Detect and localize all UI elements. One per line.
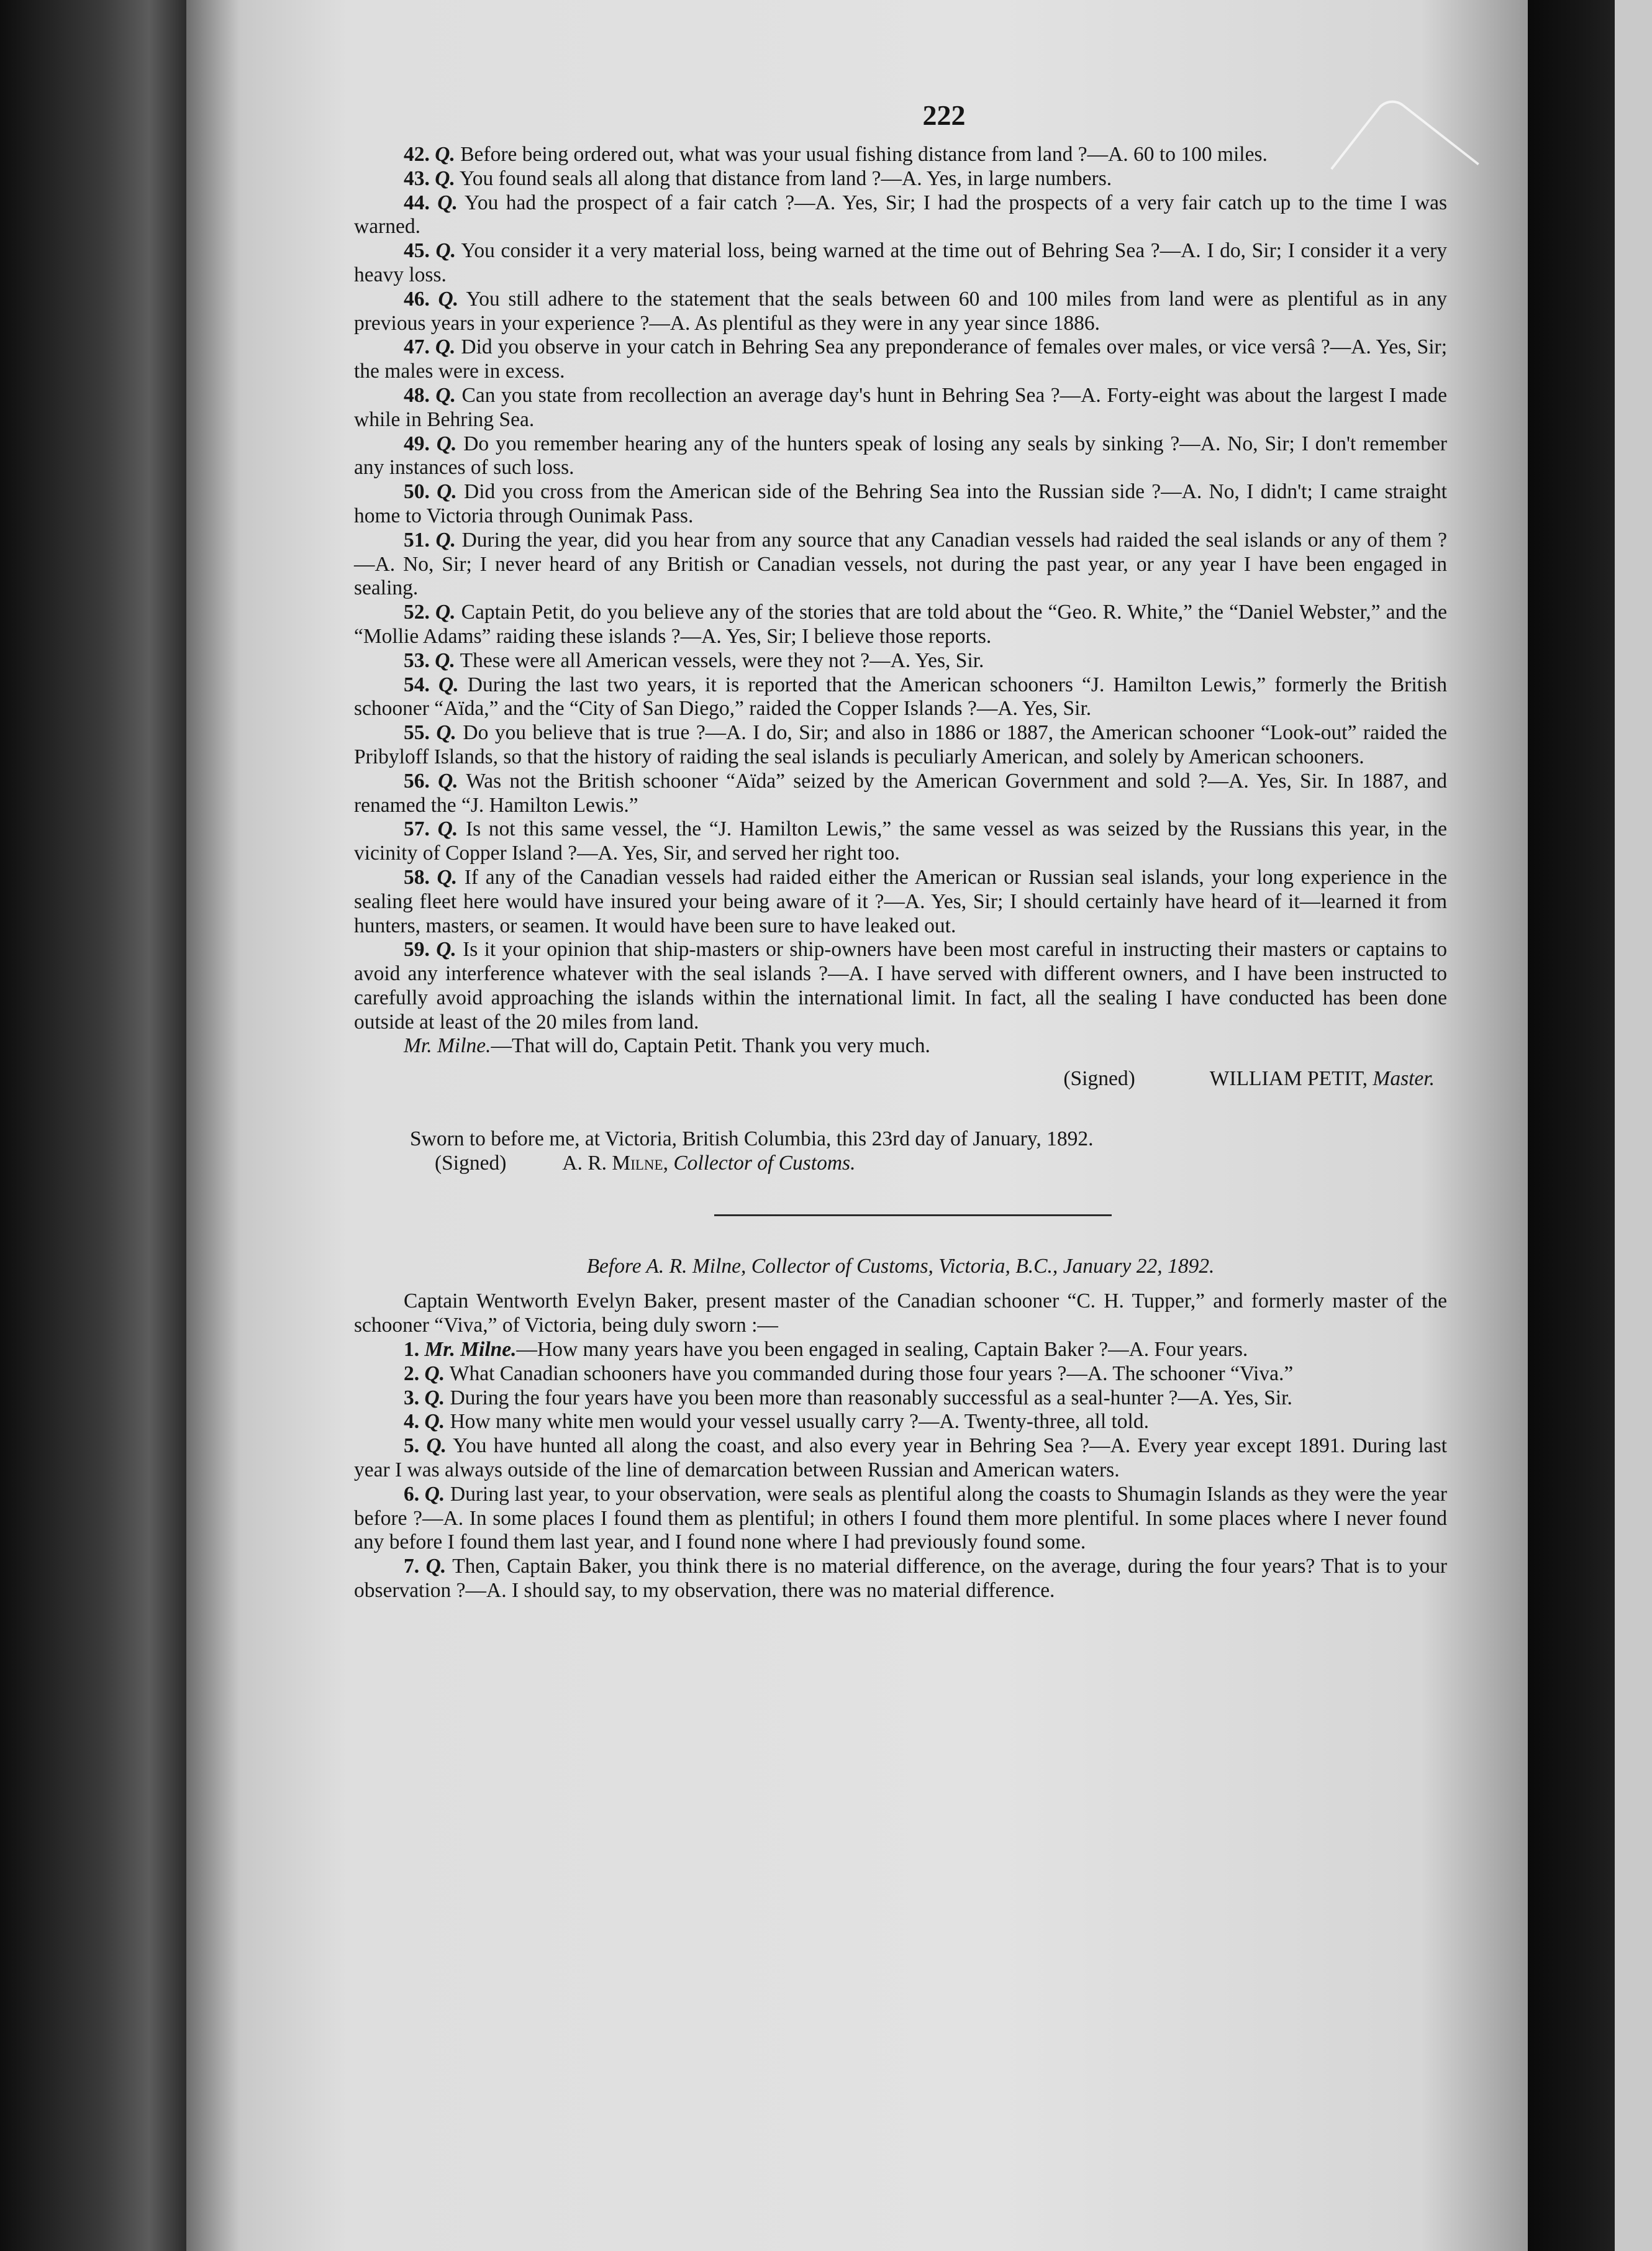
qa-text: Captain Petit, do you believe any of the stories that are told about the “Geo. R. White,” the “Daniel Webster,” and the “Mollie Adams” raiding these islands ?—A. Yes, Sir; I believe those reports. [354,601,1448,648]
witness-intro: Captain Wentworth Evelyn Baker, present master of the Canadian schooner “C. H. Tupper,” and formerly master of the schooner “Viva,” of Victoria, being duly sworn :— [354,1289,1447,1337]
qa-number: 51. [404,528,430,552]
qa-text: Then, Captain Baker, you think there is no material difference, on the average, during the four years? That is to your observation ?—A. I should say, to my observation, there was no material difference. [354,1555,1447,1603]
qa-question-marker: Q. [426,1434,447,1458]
qa-question-marker: Q. [424,1482,445,1506]
closing-remark [354,1034,1447,1058]
qa-number: 2. [404,1362,420,1385]
qa-number: 57. [404,817,430,841]
qa-text: You still adhere to the statement that the seals between 60 and 100 miles from land were as plentiful as in any previous years in your experience ?—A. As plentiful as they were in any year since 1886. [354,287,1447,335]
qa-question-marker: Q. [437,865,458,889]
qa-number: 46. [404,287,430,311]
section-heading: Before A. R. Milne, Collector of Customs, Victoria, B.C., January 22, 1892. [586,1254,1215,1278]
qa-text: Did you observe in your catch in Behring Sea any preponderance of females over males, or vice versâ ?—A. Yes, Sir; the males were in excess. [354,335,1448,383]
qa-item [354,1338,1447,1362]
qa-question-marker: Q. [435,528,456,552]
qa-text: During the last two years, it is reported that the American schooners “J. Hamilton Lewis,” formerly the British schooner “Aïda,” and the “City of San Diego,” raided the Copper Islands ?—A. Yes, Sir. [354,673,1448,721]
qa-text: During the four years have you been more than reasonably successful as a seal-hunter ?—A. Yes, Sir. [450,1386,1292,1409]
qa-question-marker: Q. [435,383,456,407]
qa-text: Before being ordered out, what was your usual fishing distance from land ?—A. 60 to 100 miles. [460,143,1268,166]
qa-text: During last year, to your observation, were seals as plentiful along the coasts to Shumagin Islands as they were the year before ?—A. In some places I found them as plentiful; in others I found them more plentiful. In some places where I never found any before I found them last year, and I found none where I had previously found some. [354,1482,1448,1554]
qa-text: Is not this same vessel, the “J. Hamilton Lewis,” the same vessel as was seized by the Russians this year, in the vicinity of Copper Island ?—A. Yes, Sir, and served her right too. [354,817,1447,865]
qa-number: 47. [404,335,430,359]
qa-item [354,167,1447,191]
sworn-signed-label: (Signed) [435,1151,507,1175]
qa-text: Was not the British schooner “Aïda” seized by the American Government and sold ?—A. Yes, Sir. In 1887, and renamed the “J. Hamilton Lewis.” [354,769,1448,817]
book-gutter-left [0,0,186,2251]
qa-question-marker: Q. [435,648,455,672]
qa-item [354,601,1447,649]
qa-number: 48. [404,383,430,407]
qa-item [354,1362,1447,1386]
qa-item [354,335,1447,384]
qa-text: During the year, did you hear from any source that any Canadian vessels had raided the seal islands or any of them ?—A. No, Sir; I never heard of any British or Canadian vessels, not during the past year, or any year I have been engaged in sealing. [354,528,1448,600]
qa-question-marker: Q. [437,817,458,841]
qa-item [354,770,1447,818]
qa-question-marker: Q. [436,432,457,455]
qa-text: Can you state from recollection an average day's hunt in Behring Sea ?—A. Forty-eight was about the largest I made while in Behring Sea. [354,383,1447,431]
qa-number: 53. [404,648,430,672]
closing-speaker: Mr. Milne. [404,1034,491,1058]
section-divider [714,1214,1112,1216]
qa-item [354,384,1447,432]
qa-number: 5. [404,1434,420,1458]
qa-number: 7. [404,1555,420,1578]
qa-number: 52. [404,601,430,624]
qa-item [354,649,1447,673]
qa-number: 49. [404,432,430,455]
sworn-title: Collector of Customs. [673,1151,856,1175]
qa-question-marker: Q. [438,673,459,696]
qa-number: 4. [404,1410,420,1434]
qa-number: 50. [404,480,430,504]
qa-item [354,529,1447,601]
qa-question-marker: Q. [424,1410,445,1434]
qa-item [354,817,1447,866]
qa-question-marker: Q. [436,938,456,962]
qa-text: What Canadian schooners have you commanded during those four years ?—A. The schooner “Viva.” [449,1362,1294,1385]
qa-number: 58. [404,865,430,889]
qa-question-marker: Q. [424,1362,445,1385]
sworn-signature [354,1152,1447,1176]
qa-question-marker: Q. [435,143,455,166]
signed-label: (Signed) [1063,1067,1135,1091]
qa-item [354,1483,1447,1555]
testimony-baker [354,1338,1447,1603]
qa-question-marker: Q. [438,287,459,311]
qa-question-marker: Q. [438,769,458,793]
qa-number: 6. [404,1482,420,1506]
qa-text: Did you cross from the American side of the Behring Sea into the Russian side ?—A. No, I didn't; I came straight home to Victoria through Ounimak Pass. [354,480,1447,527]
qa-item [354,1410,1447,1434]
qa-item [354,143,1447,167]
qa-item [354,673,1447,722]
qa-text: These were all American vessels, were they not ?—A. Yes, Sir. [460,648,984,672]
qa-question-marker: Q. [424,1386,445,1409]
page-number: 222 [922,99,966,131]
qa-text: You have hunted all along the coast, and also every year in Behring Sea ?—A. Every year except 1891. During last year I was always outside of the line of demarcation between Russian and American waters. [354,1434,1447,1482]
qa-text: Do you remember hearing any of the hunters speak of losing any seals by sinking ?—A. No, Sir; I don't remember any instances of such loss. [354,432,1448,480]
sworn-statement: Sworn to before me, at Victoria, British Columbia, this 23rd day of January, 1892. [410,1127,1094,1151]
qa-item [354,480,1447,529]
signatory-role: Master. [1373,1067,1435,1091]
qa-item [354,432,1447,481]
qa-question-marker: Q. [435,166,455,190]
qa-text: You consider it a very material loss, being warned at the time out of Behring Sea ?—A. I do, Sir; I consider it a very heavy loss. [354,239,1447,286]
qa-text: —How many years have you been engaged in sealing, Captain Baker ?—A. Four years. [516,1338,1248,1362]
qa-item [354,1386,1447,1411]
qa-question-marker: Q. [436,721,456,745]
qa-number: 1. [404,1338,420,1362]
qa-text: If any of the Canadian vessels had raided either the American or Russian seal islands, your long experience in the sealing fleet here would have insured your being aware of it ?—A. Yes, Sir; I should certainly have heard of it—learned it from hunters, masters, or seamen. It would have been sure to have leaked out. [354,865,1448,937]
qa-text: Do you believe that is true ?—A. I do, Sir; and also in 1886 or 1887, the American schooner “Look-out” raided the Pribyloff Islands, so that the history of raiding the seal islands is peculiarly American, and solely by American schooners. [354,721,1448,768]
qa-number: 59. [404,938,430,962]
qa-item [354,1555,1447,1603]
qa-number: 55. [404,721,430,745]
qa-text: You had the prospect of a fair catch ?—A. Yes, Sir; I had the prospects of a very fair catch up to the time I was warned. [354,191,1447,239]
qa-question-marker: Q. [435,601,456,624]
qa-item [354,239,1447,288]
qa-number: 42. [404,143,430,166]
qa-question-marker: Q. [435,335,456,359]
qa-number: 44. [404,191,430,214]
document-body [354,99,1447,1603]
next-page-edge [1615,0,1652,2251]
testimony-petit [354,143,1447,1034]
signature-line [354,1067,1447,1091]
qa-question-marker: Q. [437,480,457,504]
qa-text: You found seals all along that distance from land ?—A. Yes, in large numbers. [459,166,1112,190]
qa-item [354,938,1447,1034]
qa-item [354,1434,1447,1483]
qa-number: 54. [404,673,430,696]
signatory [1210,1067,1435,1091]
qa-number: 45. [404,239,430,263]
qa-item [354,721,1447,770]
qa-number: 56. [404,769,430,793]
qa-item [354,288,1447,336]
closing-text: —That will do, Captain Petit. Thank you very much. [491,1034,930,1058]
qa-question-marker: Mr. Milne. [424,1338,517,1362]
qa-question-marker: Q. [437,191,458,214]
qa-number: 3. [404,1386,420,1409]
qa-item [354,866,1447,938]
qa-text: Is it your opinion that ship-masters or ship-owners have been most careful in instructing their masters or captains to avoid any interference whatever with the seal islands ?—A. I have served with different owners, and I have been instructed to carefully avoid approaching the islands within the international limit. In fact, all the sealing I have conducted has been done outside at least of the 20 miles from land. [354,938,1448,1034]
qa-question-marker: Q. [425,1555,447,1578]
qa-text: How many white men would your vessel usually carry ?—A. Twenty-three, all told. [450,1410,1149,1434]
qa-item [354,191,1447,240]
signatory-name: WILLIAM PETIT, [1209,1067,1368,1091]
sworn-name: A. R. Milne, [562,1151,668,1175]
qa-question-marker: Q. [435,239,456,263]
qa-number: 43. [404,166,430,190]
